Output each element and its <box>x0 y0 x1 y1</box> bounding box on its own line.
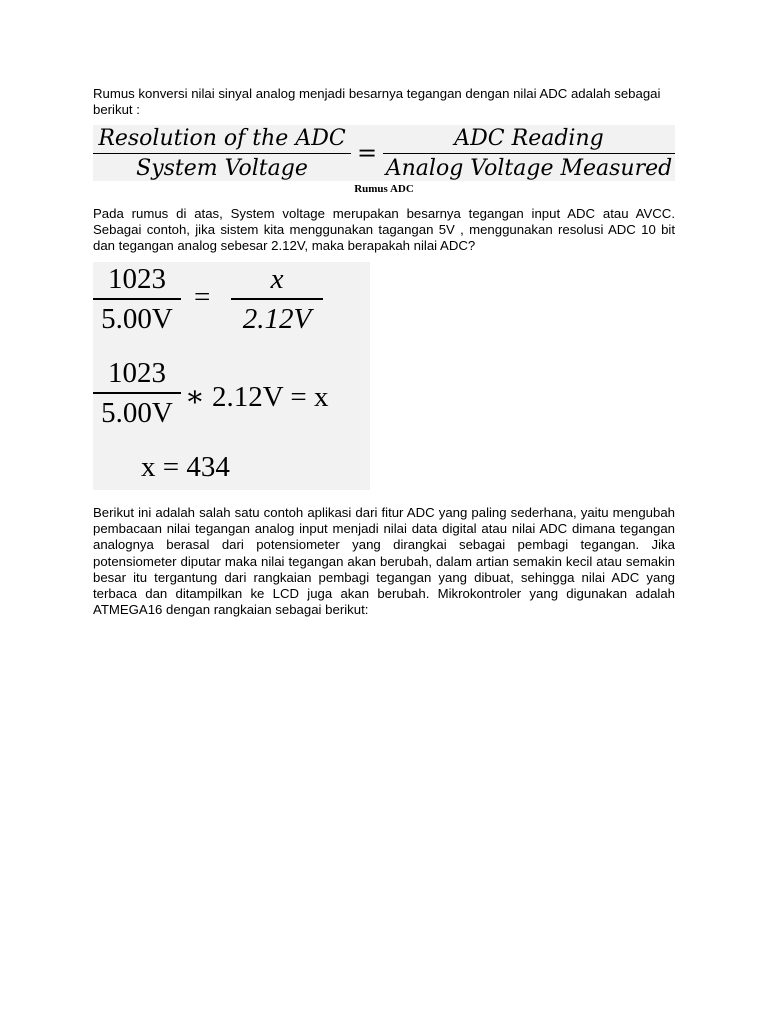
calc-line2-multiply: ∗ 2.12V = x <box>185 381 329 413</box>
fraction-bar <box>231 298 323 300</box>
calc-rhs-numerator: x <box>270 263 284 295</box>
application-paragraph: Berikut ini adalah salah satu contoh aplikasi dari fitur ADC yang paling sederhana, yaitu mengubah pembacaan nilai tegangan analog input menjadi nilai data digital atau nilai ADC dimana tegangan analognya berasal dari potensiometer yang dirangkai sebagai pembagi tegangan. Jika potensiometer diputar maka nilai tegangan akan berubah, dalam artian semakin kecil atau semakin besar itu tergantung dari rangkaian pembagi tegangan yang dibuat, sehingga nilai ADC yang terbaca dan ditampilkan ke LCD juga akan berubah. Mikrokontroler yang digunakan adalah ATMEGA16 dengan rangkaian sebagai berikut: <box>93 505 675 618</box>
adc-formula-image <box>93 125 675 181</box>
formula-caption: Rumus ADC <box>354 183 414 195</box>
calc-denominator: 5.00V <box>101 303 173 335</box>
formula-left-fraction <box>93 125 351 182</box>
calculation-image <box>93 262 370 490</box>
fraction-bar <box>93 153 351 154</box>
formula-equals-sign: = <box>357 139 378 167</box>
calc-numerator: 1023 <box>108 263 166 295</box>
fraction-bar <box>93 298 181 300</box>
formula-right-fraction <box>383 125 675 182</box>
calc-denominator: 5.00V <box>101 397 173 429</box>
formula-right-denominator: Analog Voltage Measured <box>385 156 673 181</box>
explanation-paragraph: Pada rumus di atas, System voltage merupakan besarnya tegangan input ADC atau AVCC. Sebagai contoh, jika sistem kita menggunakan tagangan 5V , menggunakan resolusi ADC 10 bit dan tegangan analog sebesar 2.12V, maka berapakah nilai ADC? <box>93 206 675 254</box>
calc-rhs-denominator: 2.12V <box>242 303 312 335</box>
calc-numerator: 1023 <box>108 357 166 389</box>
fraction-bar <box>93 392 181 394</box>
fraction-bar <box>383 153 675 154</box>
calc-line2-fraction <box>93 356 181 430</box>
calc-line1-left-fraction <box>93 262 181 336</box>
calc-line1-equals: = <box>194 281 211 313</box>
calc-line1-right-fraction <box>231 262 323 336</box>
formula-right-numerator: ADC Reading <box>454 126 604 151</box>
formula-left-denominator: System Voltage <box>136 156 308 181</box>
intro-paragraph: Rumus konversi nilai sinyal analog menjadi besarnya tegangan dengan nilai ADC adalah sebagai berikut : <box>93 86 661 118</box>
formula-left-numerator: Resolution of the ADC <box>98 126 346 151</box>
calc-result: x = 434 <box>141 451 230 483</box>
